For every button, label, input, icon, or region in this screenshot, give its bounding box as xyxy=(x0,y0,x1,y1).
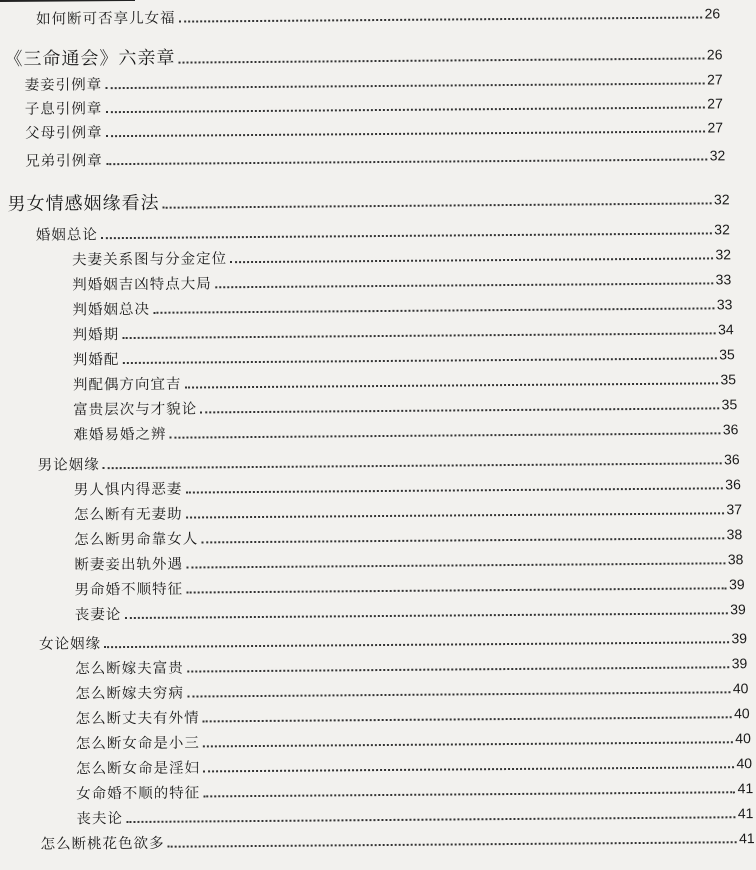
toc-leader-dots xyxy=(215,282,714,288)
toc-leader-dots xyxy=(203,716,732,722)
toc-entry-page: 40 xyxy=(732,680,749,697)
toc-leader-dots xyxy=(200,407,719,413)
toc-entry-title: 怎么断女命是小三 xyxy=(75,735,200,753)
toc-entry-title: 判婚姻总决 xyxy=(72,301,151,319)
toc-entry[interactable] xyxy=(36,218,730,244)
toc-entry-page: 40 xyxy=(735,730,751,747)
toc-entry-title: 男人惧内得恶妻 xyxy=(73,481,183,499)
toc-entry-title: 丧妻论 xyxy=(74,607,122,624)
toc-entry[interactable] xyxy=(76,802,753,828)
toc-entry[interactable] xyxy=(73,318,734,344)
toc-entry-title: 怎么断有无妻助 xyxy=(73,506,183,524)
toc-entry-page: 38 xyxy=(726,526,743,543)
toc-leader-dots xyxy=(179,16,703,22)
toc-leader-dots xyxy=(105,106,705,113)
toc-leader-dots xyxy=(187,666,730,672)
toc-entry[interactable] xyxy=(39,627,747,654)
toc-entry-title: 难婚易婚之辨 xyxy=(73,426,167,444)
toc-entry-page: 41 xyxy=(738,830,755,847)
toc-entry[interactable] xyxy=(25,144,725,170)
toc-leader-dots xyxy=(153,307,715,313)
toc-entry-title: 妻妾引例章 xyxy=(24,77,103,94)
toc-entry[interactable] xyxy=(75,573,745,599)
toc-leader-dots xyxy=(230,257,713,263)
toc-entry[interactable] xyxy=(25,68,723,94)
toc-entry-page: 36 xyxy=(723,451,740,468)
toc-leader-dots xyxy=(101,232,712,239)
toc-entry[interactable] xyxy=(38,448,740,475)
toc-leader-dots xyxy=(106,130,706,137)
toc-entry-title: 怎么断女命是淫妇 xyxy=(75,760,201,778)
toc-entry[interactable] xyxy=(75,652,747,678)
toc-entry-page: 26 xyxy=(704,5,721,22)
toc-entry[interactable] xyxy=(76,777,753,803)
toc-entry-page: 39 xyxy=(728,576,745,593)
toc-entry-page: 40 xyxy=(736,755,753,772)
toc-entry[interactable] xyxy=(73,393,737,419)
toc-entry[interactable] xyxy=(76,702,750,728)
toc-entry-title: 怎么断男命靠女人 xyxy=(74,531,199,549)
toc-leader-dots xyxy=(186,562,726,568)
toc-entry[interactable] xyxy=(72,293,732,319)
toc-entry[interactable] xyxy=(25,116,723,142)
toc-entry-page: 41 xyxy=(737,805,754,822)
toc-entry-page: 40 xyxy=(733,705,750,722)
toc-entry-page: 34 xyxy=(717,321,734,338)
toc-entry[interactable] xyxy=(73,343,735,369)
toc-entry-page: 39 xyxy=(731,630,748,647)
toc-leader-dots xyxy=(201,537,724,543)
toc-entry-title: 男论姻缘 xyxy=(37,457,100,474)
toc-leader-dots xyxy=(126,816,736,823)
toc-entry-title: 男女情感姻缘看法 xyxy=(7,192,160,215)
toc-entry[interactable] xyxy=(76,752,752,778)
toc-entry-page: 37 xyxy=(726,501,743,518)
toc-entry[interactable] xyxy=(7,184,729,216)
toc-entry-title: 判婚配 xyxy=(72,352,120,369)
toc-leader-dots xyxy=(122,357,717,364)
toc-entry-title: 如何断可否享儿女福 xyxy=(36,10,176,28)
toc-entry-page: 32 xyxy=(714,221,730,238)
toc-entry[interactable] xyxy=(75,677,748,703)
toc-entry-page: 33 xyxy=(716,296,733,313)
toc-leader-dots xyxy=(104,641,729,648)
toc-entry-page: 32 xyxy=(709,147,726,164)
toc-leader-dots xyxy=(168,841,737,847)
toc-entry[interactable] xyxy=(72,268,731,294)
toc-entry[interactable] xyxy=(36,2,720,28)
toc-leader-dots xyxy=(185,382,719,388)
toc-entry-page: 36 xyxy=(725,476,741,493)
toc-entry-title: 判婚期 xyxy=(72,327,120,344)
toc-leader-dots xyxy=(178,57,704,63)
toc-leader-dots xyxy=(124,612,728,619)
toc-entry[interactable] xyxy=(74,473,741,499)
toc-entry-title: 富贵层次与才貌论 xyxy=(73,401,198,419)
toc-entry[interactable] xyxy=(4,39,722,71)
toc-entry-page: 41 xyxy=(737,780,754,797)
toc-entry-title: 怎么断嫁夫穷病 xyxy=(75,685,185,703)
toc-entry-title: 女命婚不顺的特征 xyxy=(76,785,201,803)
toc-leader-dots xyxy=(203,741,733,747)
toc-entry[interactable] xyxy=(41,827,755,854)
toc-leader-dots xyxy=(106,158,708,165)
toc-entry-title: 怎么断桃花色欲多 xyxy=(40,835,165,853)
toc-entry-title: 子息引例章 xyxy=(24,101,103,118)
toc-entry[interactable] xyxy=(76,727,751,753)
toc-entry-page: 35 xyxy=(720,371,737,388)
toc-entry-page: 26 xyxy=(706,46,723,63)
toc-leader-dots xyxy=(169,432,720,438)
toc-entry-page: 36 xyxy=(722,421,739,438)
toc-entry-page: 27 xyxy=(707,119,724,136)
toc-leader-dots xyxy=(203,791,735,797)
toc-entry-title: 怎么断嫁夫富贵 xyxy=(75,660,184,678)
toc-leader-dots xyxy=(103,462,722,469)
toc-entry-page: 32 xyxy=(715,246,732,263)
toc-entry-page: 27 xyxy=(707,95,723,112)
toc-entry[interactable] xyxy=(25,92,723,118)
toc-leader-dots xyxy=(187,691,731,697)
toc-entry-title: 丧夫论 xyxy=(76,811,123,828)
toc-leader-dots xyxy=(163,202,712,208)
toc-entry-page: 35 xyxy=(719,346,735,363)
toc-leader-dots xyxy=(122,332,716,339)
toc-leader-dots xyxy=(186,512,725,518)
toc-entry-page: 38 xyxy=(727,551,744,568)
toc-entry-title: 兄弟引例章 xyxy=(25,153,103,170)
toc-entry-page: 32 xyxy=(713,191,730,208)
toc-entry-title: 婚姻总论 xyxy=(35,227,98,244)
toc-entry-title: 判配偶方向宜吉 xyxy=(72,376,182,394)
toc-entry[interactable] xyxy=(74,548,743,574)
toc-entry[interactable] xyxy=(74,498,742,524)
toc-entry-title: 判婚姻吉凶特点大局 xyxy=(72,276,212,294)
toc-entry[interactable] xyxy=(73,368,736,394)
toc-entry-page: 39 xyxy=(731,655,748,672)
toc-entry-title: 断妻妾出轨外遇 xyxy=(74,556,184,574)
toc-entry-title: 父母引例章 xyxy=(24,125,103,142)
top-rule xyxy=(0,0,135,2)
toc-entry-page: 39 xyxy=(730,601,746,618)
toc-entry[interactable] xyxy=(74,523,742,549)
toc-entry-page: 35 xyxy=(721,396,738,413)
toc-leader-dots xyxy=(203,766,734,772)
toc-entry-title: 怎么断丈夫有外情 xyxy=(75,710,200,728)
toc-leader-dots xyxy=(186,587,727,593)
toc-entry-title: 夫妻关系图与分金定位 xyxy=(71,251,228,269)
toc-entry[interactable] xyxy=(75,598,746,624)
toc-entry-title: 《三命通会》六亲章 xyxy=(4,47,176,70)
toc-leader-dots xyxy=(185,487,723,493)
toc-entry-page: 27 xyxy=(707,71,723,88)
toc-entry[interactable] xyxy=(72,243,731,269)
toc-entry-page: 33 xyxy=(715,271,732,288)
toc-entry[interactable] xyxy=(73,418,738,444)
toc-entry-title: 女论姻缘 xyxy=(39,636,102,653)
toc-leader-dots xyxy=(105,82,705,89)
toc-entry-title: 男命婚不顺特征 xyxy=(74,581,184,599)
